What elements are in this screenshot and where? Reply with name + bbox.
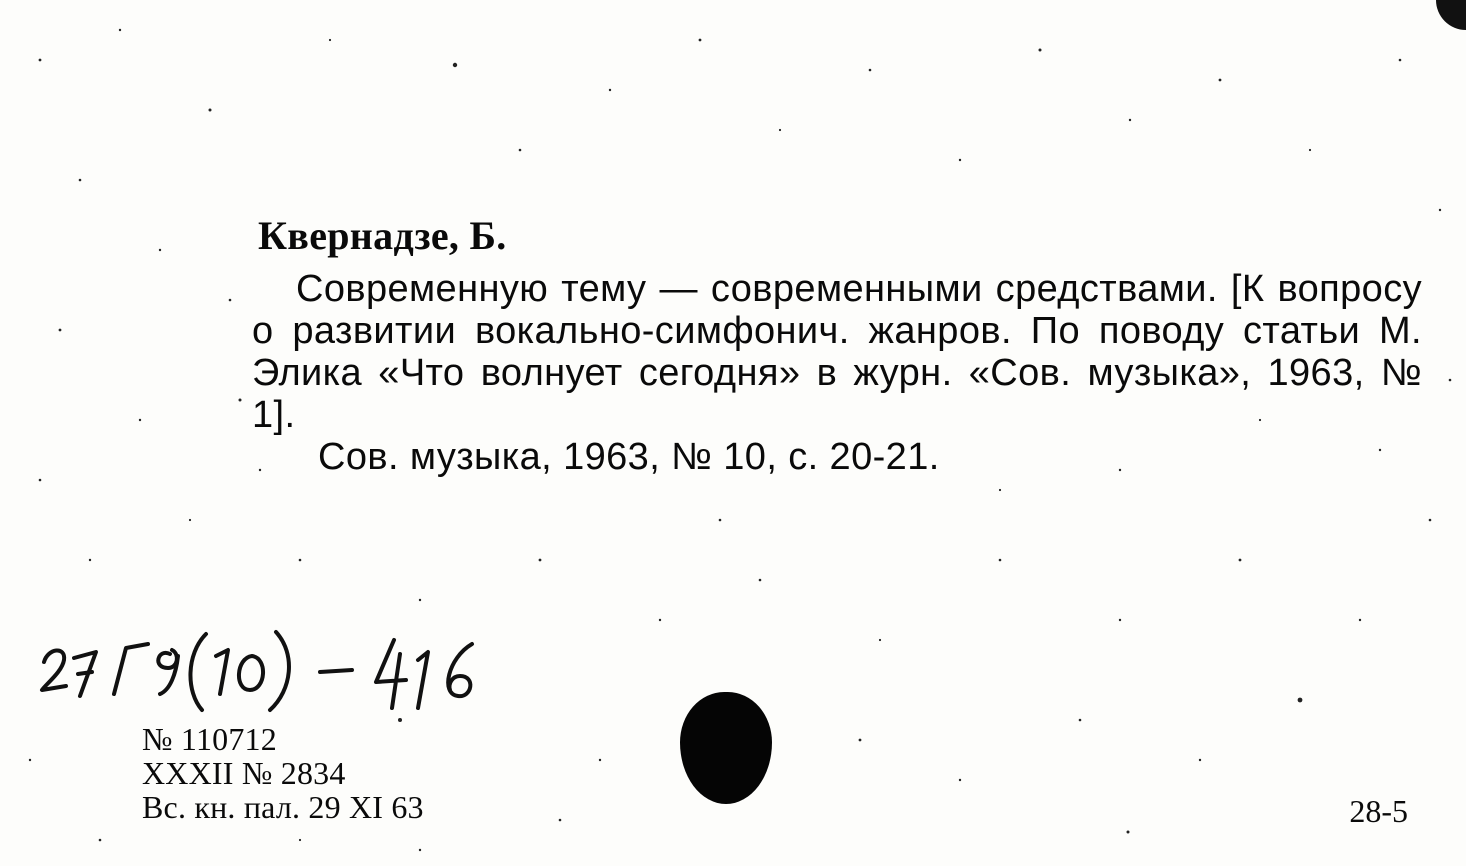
bibliographic-entry bbox=[252, 212, 1422, 478]
handwritten-code-drawing bbox=[30, 610, 520, 720]
registration-volume: XXXII № 2834 bbox=[142, 755, 346, 791]
registration-number: № 110712 bbox=[142, 721, 277, 757]
article-annotation: Современную тему — современными средствами. [К вопросу о развитии вокально-симфонич. жанров. По поводу статьи М. Элика «Что волнует сегодня» в журн. «Сов. музыка», 1963, № 1]. bbox=[252, 268, 1422, 436]
author-name: Квернадзе, Б. bbox=[258, 213, 507, 258]
registration-block bbox=[142, 722, 424, 824]
card-number: 28-5 bbox=[1349, 793, 1408, 829]
source-citation: Сов. музыка, 1963, № 10, с. 20-21. bbox=[318, 436, 940, 478]
book-chamber-stamp: Вс. кн. пал. 29 XI 63 bbox=[142, 789, 424, 825]
handwritten-classification-code bbox=[30, 610, 520, 720]
